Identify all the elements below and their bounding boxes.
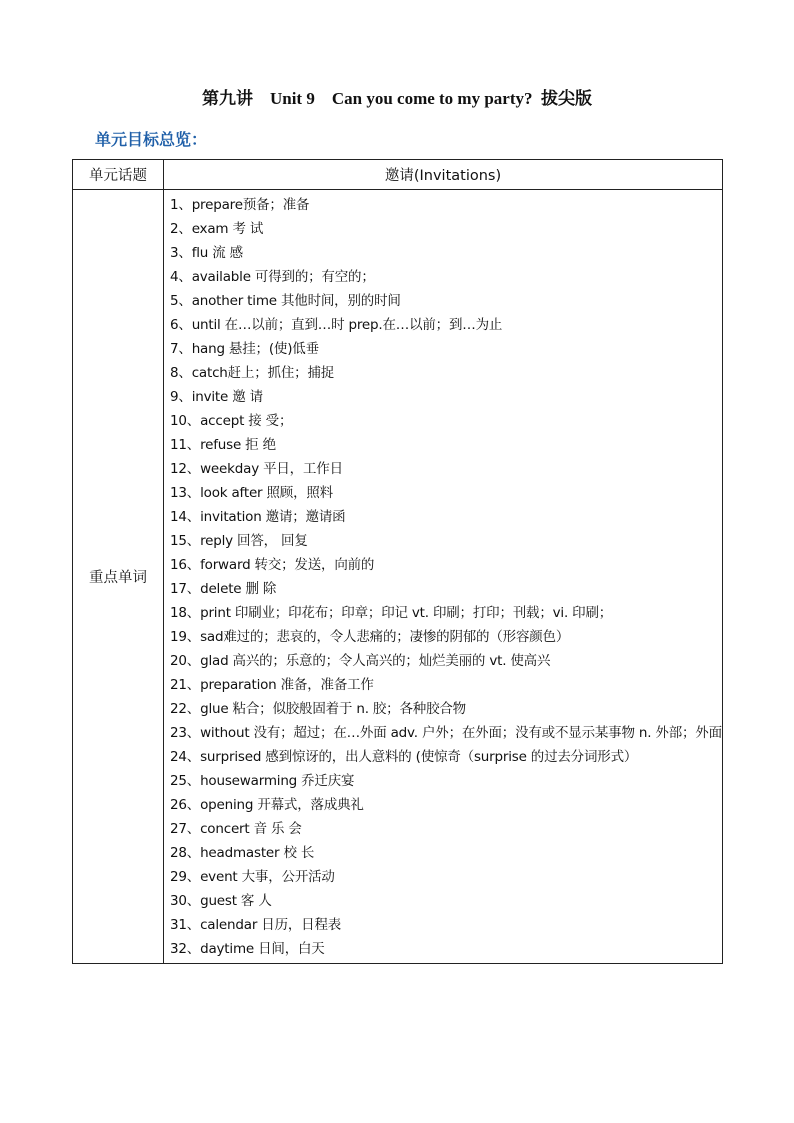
word-item: 28、headmaster 校 长 — [170, 845, 315, 861]
topic-label: 单元话题 — [73, 160, 164, 190]
word-item: 17、delete 删 除 — [170, 581, 277, 597]
word-item: 7、hang 悬挂；(使)低垂 — [170, 341, 319, 357]
word-item: 27、concert 音 乐 会 — [170, 821, 302, 837]
word-item: 30、guest 客 人 — [170, 893, 272, 909]
word-item: 26、opening 开幕式，落成典礼 — [170, 797, 364, 813]
document-title: 第九讲 Unit 9 Can you come to my party? 拔尖版 — [201, 89, 593, 108]
word-item: 20、glad 高兴的；乐意的；令人高兴的；灿烂美丽的 vt. 使高兴 — [170, 653, 551, 669]
word-item: 19、sad难过的；悲哀的，令人悲痛的；凄惨的阴郁的（形容颜色） — [170, 629, 570, 645]
word-item: 6、until 在…以前；直到…时 prep.在…以前；到…为止 — [170, 317, 503, 333]
word-item: 32、daytime 日间，白天 — [170, 941, 325, 957]
word-item: 22、glue 粘合；似胶般固着于 n. 胶；各种胶合物 — [170, 701, 466, 717]
word-item: 14、invitation 邀请；邀请函 — [170, 509, 346, 525]
word-item: 16、forward 转交；发送，向前的 — [170, 557, 375, 573]
word-item: 5、another time 其他时间，别的时间 — [170, 293, 401, 309]
word-item: 8、catch赶上；抓住；捕捉 — [170, 365, 335, 381]
unit-overview-table — [72, 159, 723, 964]
word-item: 2、exam 考 试 — [170, 221, 264, 237]
word-list — [164, 190, 722, 963]
word-item: 11、refuse 拒 绝 — [170, 437, 276, 453]
word-item: 13、look after 照顾，照料 — [170, 485, 333, 501]
word-item: 12、weekday 平日，工作日 — [170, 461, 343, 477]
word-item: 24、surprised 感到惊讶的，出人意料的 (使惊奇（surprise 的过去分词形式） — [170, 749, 638, 765]
word-item: 18、print 印刷业；印花布；印章；印记 vt. 印刷；打印；刊载；vi. 印刷； — [170, 605, 613, 621]
words-label: 重点单词 — [73, 190, 164, 964]
word-item: 9、invite 邀 请 — [170, 389, 263, 405]
word-item: 4、available 可得到的；有空的； — [170, 269, 375, 285]
topic-value: 邀请(Invitations) — [164, 160, 723, 190]
word-item: 1、prepare预备；准备 — [170, 197, 310, 213]
word-item: 23、without 没有；超过；在…外面 adv. 户外；在外面；没有或不显示某事物 n. 外部；外面 — [170, 725, 722, 741]
word-item: 29、event 大事，公开活动 — [170, 869, 335, 885]
word-item: 15、reply 回答， 回复 — [170, 533, 308, 549]
word-item: 3、flu 流 感 — [170, 245, 243, 261]
topic-row — [73, 160, 723, 190]
word-item: 25、housewarming 乔迁庆宴 — [170, 773, 355, 789]
word-item: 10、accept 接 受； — [170, 413, 293, 429]
section-heading: 单元目标总览： — [95, 130, 208, 149]
word-item: 21、preparation 准备，准备工作 — [170, 677, 374, 693]
words-row — [73, 190, 723, 964]
words-cell — [164, 190, 723, 964]
word-item: 31、calendar 日历，日程表 — [170, 917, 342, 933]
